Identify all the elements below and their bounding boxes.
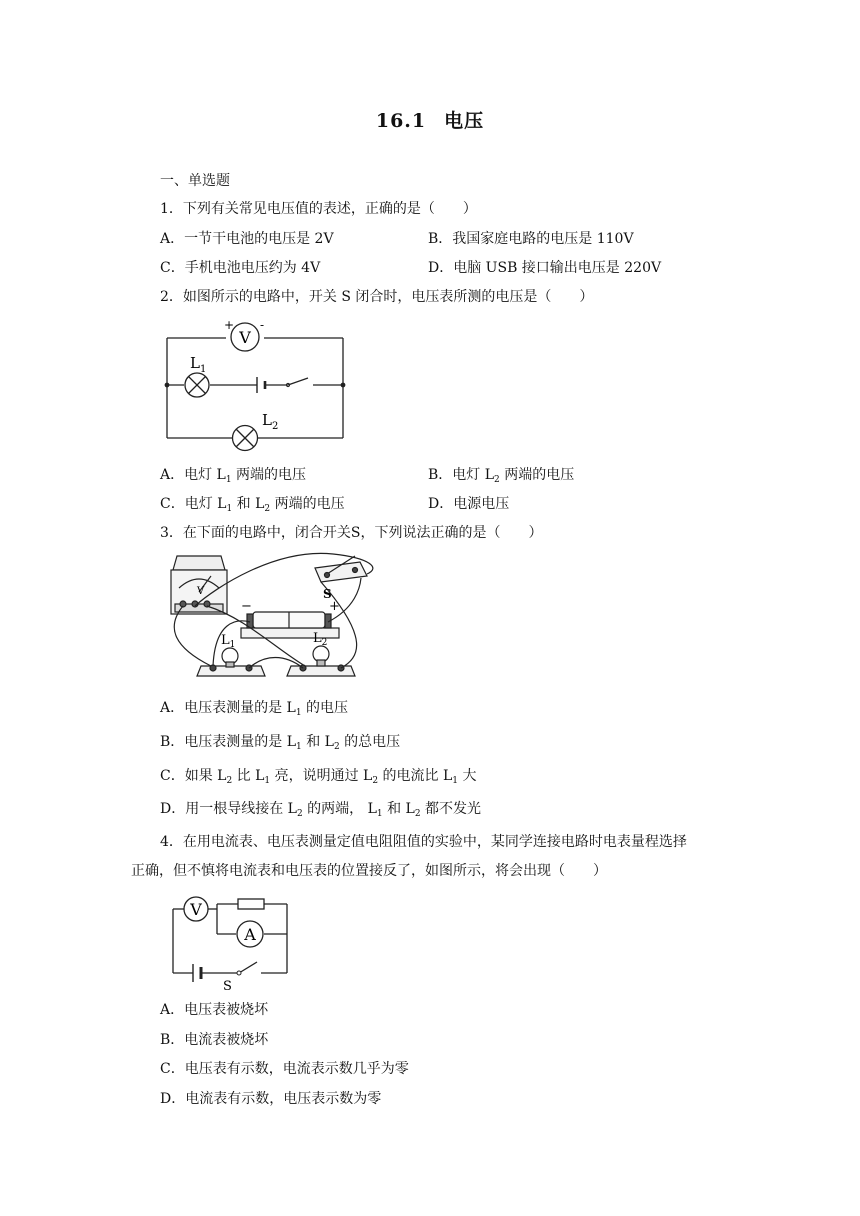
q4-option-b: B．电流表被烧坏 [160,1032,269,1048]
q4-option-a: A．电压表被烧坏 [160,1002,269,1018]
q1-option-d: D．电脑 USB 接口输出电压是 220V [428,260,662,276]
q1-option-c: C．手机电池电压约为 4V [160,260,321,276]
lamp2-label: $L_2$ [262,411,279,432]
q3-option-d: D．用一根导线接在 $L_2$ 的两端， $L_1$ 和 $L_2$ 都不发光 [160,801,482,819]
q2-option-c: C．电灯 $L_1$ 和 $L_2$ 两端的电压 [160,496,345,514]
q4-option-c: C．电压表有示数，电流表示数几乎为零 [160,1061,409,1077]
q4-ammeter-label: A [244,925,256,944]
page-title [0,106,860,133]
q3-lamp1-label: $L_1$ [221,633,236,650]
q2-circuit-diagram [160,318,350,444]
q3-meter-label: V [197,586,205,597]
q3-switch-label: S [323,587,332,601]
q3-physical-circuit [155,548,385,690]
q3-stem: 3．在下面的电路中，闭合开关S，下列说法正确的是（ ） [160,525,543,541]
q1-option-b: B．我国家庭电路的电压是 110V [428,231,634,247]
q3-option-c: C．如果 $L_2$ 比 $L_1$ 亮，说明通过 $L_2$ 的电流比 $L_1$ 大 [160,768,477,786]
q3-battery-minus: − [241,599,252,614]
q4-option-d: D．电流表有示数，电压表示数为零 [160,1091,382,1107]
title-number: 16.1 [375,110,427,132]
q3-option-a: A．电压表测量的是 $L_1$ 的电压 [160,700,349,718]
lamp1-label: $L_1$ [190,354,207,375]
voltmeter-minus: - [260,318,265,332]
resistor [238,899,264,909]
q4-voltmeter-label: V [190,900,202,919]
section-heading: 一、单选题 [160,173,230,189]
q2-option-b: B．电灯 $L_2$ 两端的电压 [428,467,575,485]
q3-option-b: B．电压表测量的是 $L_1$ 和 $L_2$ 的总电压 [160,734,401,752]
voltmeter-plus: + [224,318,235,332]
q3-battery-plus: + [329,599,340,614]
title-text: 电压 [444,110,485,132]
voltmeter-label: V [239,328,251,347]
q4-switch-label: S [223,979,232,994]
q2-option-a: A．电灯 $L_1$ 两端的电压 [160,467,307,485]
q4-circuit-diagram [165,892,295,992]
q2-option-d: D．电源电压 [428,496,510,512]
q2-stem: 2．如图所示的电路中，开关 S 闭合时，电压表所测的电压是（ ） [160,289,594,305]
q4-stem-line2: 正确，但不慎将电流表和电压表的位置接反了，如图所示，将会出现（ ） [131,863,607,879]
q4-stem-line1: 4．在用电流表、电压表测量定值电阻阻值的实验中，某同学连接电路时电表量程选择 [160,834,687,850]
q1-stem: 1．下列有关常见电压值的表述，正确的是（ ） [160,201,477,217]
q3-lamp2-label: $L_2$ [313,631,328,648]
q1-option-a: A．一节干电池的电压是 2V [160,231,334,247]
